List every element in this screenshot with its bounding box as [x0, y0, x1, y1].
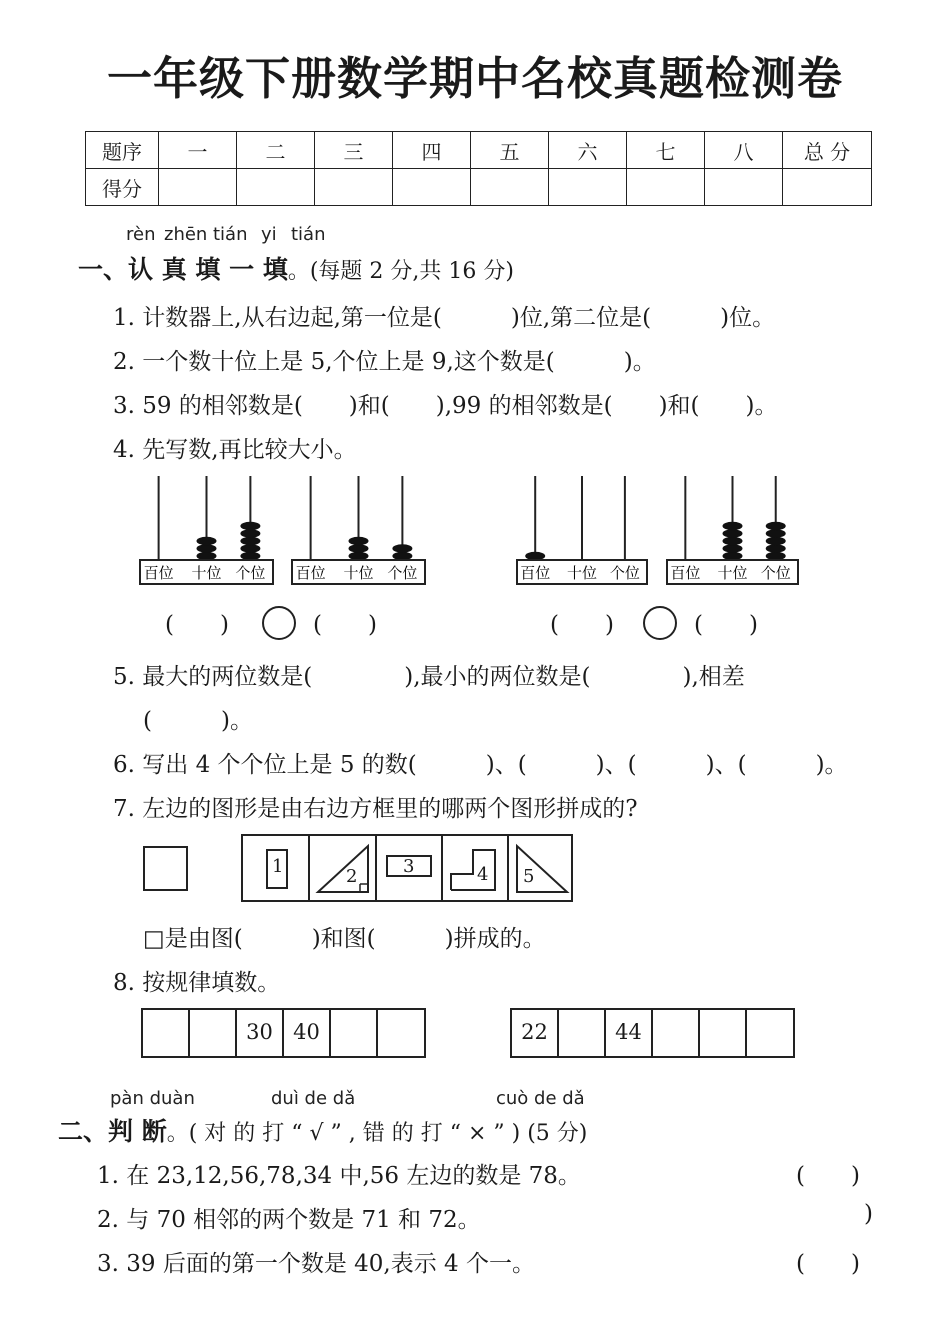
score-header-cell: 八 [705, 132, 783, 169]
abacus-bead [349, 552, 369, 560]
abacus-bead [392, 552, 412, 560]
question-5-line1: 5. 最大的两位数是( ),最小的两位数是( ),相差 [113, 664, 745, 690]
score-input-cell[interactable] [549, 169, 627, 206]
score-header-cell: 题序 [86, 132, 159, 169]
abacus-bead [766, 537, 786, 545]
abacus-bead [349, 537, 369, 545]
section1-pinyin-tian1: tián [213, 224, 248, 245]
abacus-place-label: 百位 [520, 564, 551, 582]
abacus-bead [723, 552, 743, 560]
score-header-cell: 三 [315, 132, 393, 169]
section2-note: 。( 对 的 打 “ √ ” , 错 的 打 “ × ” ) (5 分) [166, 1121, 588, 1146]
section1-heading [78, 250, 514, 286]
abacus-bead [392, 544, 412, 552]
abacus-bead [197, 552, 217, 560]
sequence-2 [510, 1008, 795, 1058]
question-8: 8. 按规律填数。 [113, 970, 281, 996]
abacus-bead [766, 552, 786, 560]
section1-pinyin-yi: yi [261, 224, 277, 245]
question-7-answer: □是由图( )和图( )拼成的。 [143, 926, 546, 952]
q7-shape-5-number: 5 [523, 866, 535, 887]
sequence-1-cell[interactable] [378, 1010, 424, 1056]
sequence-1 [141, 1008, 426, 1058]
q7-shape-5 [509, 836, 571, 900]
abacus-bead [197, 537, 217, 545]
score-input-cell[interactable] [471, 169, 549, 206]
score-input-cell[interactable] [237, 169, 315, 206]
abacus-place-label: 个位 [235, 564, 266, 582]
question-7: 7. 左边的图形是由右边方框里的哪两个图形拼成的? [113, 796, 638, 822]
question-6: 6. 写出 4 个个位上是 5 的数( )、( )、( )、( )。 [113, 752, 848, 778]
section2-heading [58, 1112, 587, 1148]
judge-blank-2[interactable]: ) [864, 1201, 873, 1227]
abacus-bead [240, 529, 260, 537]
sequence-2-cell[interactable] [700, 1010, 747, 1056]
q7-shape-4-number: 4 [477, 864, 489, 885]
compare-blank-right-1[interactable]: ( ) [313, 612, 377, 638]
abacus-place-label: 十位 [191, 564, 222, 582]
abacus-bead [723, 544, 743, 552]
compare-circle-2[interactable] [643, 606, 677, 640]
compare-blank-left-1[interactable]: ( ) [165, 612, 229, 638]
sequence-1-cell: 30 [237, 1010, 284, 1056]
score-header-cell: 六 [549, 132, 627, 169]
abacus-bead [349, 544, 369, 552]
score-row-label: 得分 [86, 169, 159, 206]
sequence-2-cell[interactable] [559, 1010, 606, 1056]
section2-heading-text: 二、判 断 [58, 1117, 167, 1146]
sequence-1-cell[interactable] [190, 1010, 237, 1056]
section1-heading-text: 一、认 真 填 一 填 [78, 255, 288, 284]
sequence-2-cell: 22 [512, 1010, 559, 1056]
q7-shape-1 [243, 836, 310, 900]
question-2: 2. 一个数十位上是 5,个位上是 9,这个数是( )。 [113, 349, 656, 375]
score-input-cell[interactable] [783, 169, 872, 206]
sequence-1-cell[interactable] [143, 1010, 190, 1056]
abacus-place-label: 百位 [670, 564, 701, 582]
compare-blank-left-2[interactable]: ( ) [550, 612, 614, 638]
abacus-bead [723, 537, 743, 545]
abacus-bead [240, 544, 260, 552]
abacus-bead [240, 552, 260, 560]
abacus-bead [240, 537, 260, 545]
sequence-2-cell[interactable] [747, 1010, 793, 1056]
q7-shape-3-number: 3 [403, 856, 415, 877]
compare-circle-1[interactable] [262, 606, 296, 640]
score-header-cell: 二 [237, 132, 315, 169]
sequence-2-cell[interactable] [653, 1010, 700, 1056]
abacus-place-label: 个位 [760, 564, 791, 582]
question-3: 3. 59 的相邻数是( )和( ),99 的相邻数是( )和( )。 [113, 393, 778, 419]
q7-shape-frame [241, 834, 573, 902]
compare-blank-right-2[interactable]: ( ) [694, 612, 758, 638]
page-title: 一年级下册数学期中名校真题检测卷 [106, 52, 843, 105]
section2-pinyin-cuodedai: cuò de dǎ [496, 1088, 585, 1109]
abacus-place-label: 十位 [717, 564, 748, 582]
judge-blank-1[interactable]: ( ) [796, 1163, 860, 1189]
abacus-place-label: 百位 [143, 564, 174, 582]
sequence-1-cell[interactable] [331, 1010, 378, 1056]
score-input-cell[interactable] [159, 169, 237, 206]
score-input-cell[interactable] [315, 169, 393, 206]
sequence-1-cell: 40 [284, 1010, 331, 1056]
score-header-cell: 五 [471, 132, 549, 169]
judge-item-3: 3. 39 后面的第一个数是 40,表示 4 个一。 [97, 1251, 535, 1277]
section1-pinyin-tian2: tián [291, 224, 326, 245]
score-header-cell: 一 [159, 132, 237, 169]
judge-blank-3[interactable]: ( ) [796, 1251, 860, 1277]
score-header-cell: 四 [393, 132, 471, 169]
q7-shape-4 [443, 836, 509, 900]
q7-shape-3 [377, 836, 443, 900]
score-header-cell: 七 [627, 132, 705, 169]
abacus-place-label: 个位 [609, 564, 640, 582]
section2-pinyin-panduan: pàn duàn [110, 1088, 195, 1109]
question-1: 1. 计数器上,从右边起,第一位是( )位,第二位是( )位。 [113, 305, 776, 331]
abacus-bead [240, 522, 260, 530]
section1-note: 。(每题 2 分,共 16 分) [287, 259, 514, 284]
judge-item-1: 1. 在 23,12,56,78,34 中,56 左边的数是 78。 [97, 1163, 581, 1189]
judge-item-2: 2. 与 70 相邻的两个数是 71 和 72。 [97, 1207, 481, 1233]
abacus-figures [0, 470, 950, 645]
abacus-bead [723, 522, 743, 530]
q7-target-square [143, 846, 188, 891]
abacus-bead [197, 544, 217, 552]
abacus-bead [525, 552, 545, 560]
section1-pinyin-ren: rèn [126, 224, 156, 245]
abacus-bead [766, 544, 786, 552]
abacus-bead [723, 529, 743, 537]
score-input-cell[interactable] [705, 169, 783, 206]
q7-shape-2-number: 2 [346, 866, 358, 887]
abacus-bead [766, 522, 786, 530]
q7-shape-2 [310, 836, 377, 900]
question-5-line2: ( )。 [143, 708, 253, 734]
score-input-cell[interactable] [627, 169, 705, 206]
section1-pinyin-zhen: zhēn [164, 224, 208, 245]
question-4: 4. 先写数,再比较大小。 [113, 437, 357, 463]
abacus-place-label: 十位 [343, 564, 374, 582]
abacus-bead [766, 529, 786, 537]
score-table [85, 131, 872, 206]
abacus-place-label: 百位 [295, 564, 326, 582]
sequence-2-cell: 44 [606, 1010, 653, 1056]
score-input-cell[interactable] [393, 169, 471, 206]
abacus-place-label: 十位 [566, 564, 598, 582]
q7-shape-1-number: 1 [272, 856, 284, 877]
score-header-cell: 总 分 [783, 132, 872, 169]
section2-pinyin-duidedai: duì de dǎ [271, 1088, 356, 1109]
abacus-place-label: 个位 [387, 564, 418, 582]
